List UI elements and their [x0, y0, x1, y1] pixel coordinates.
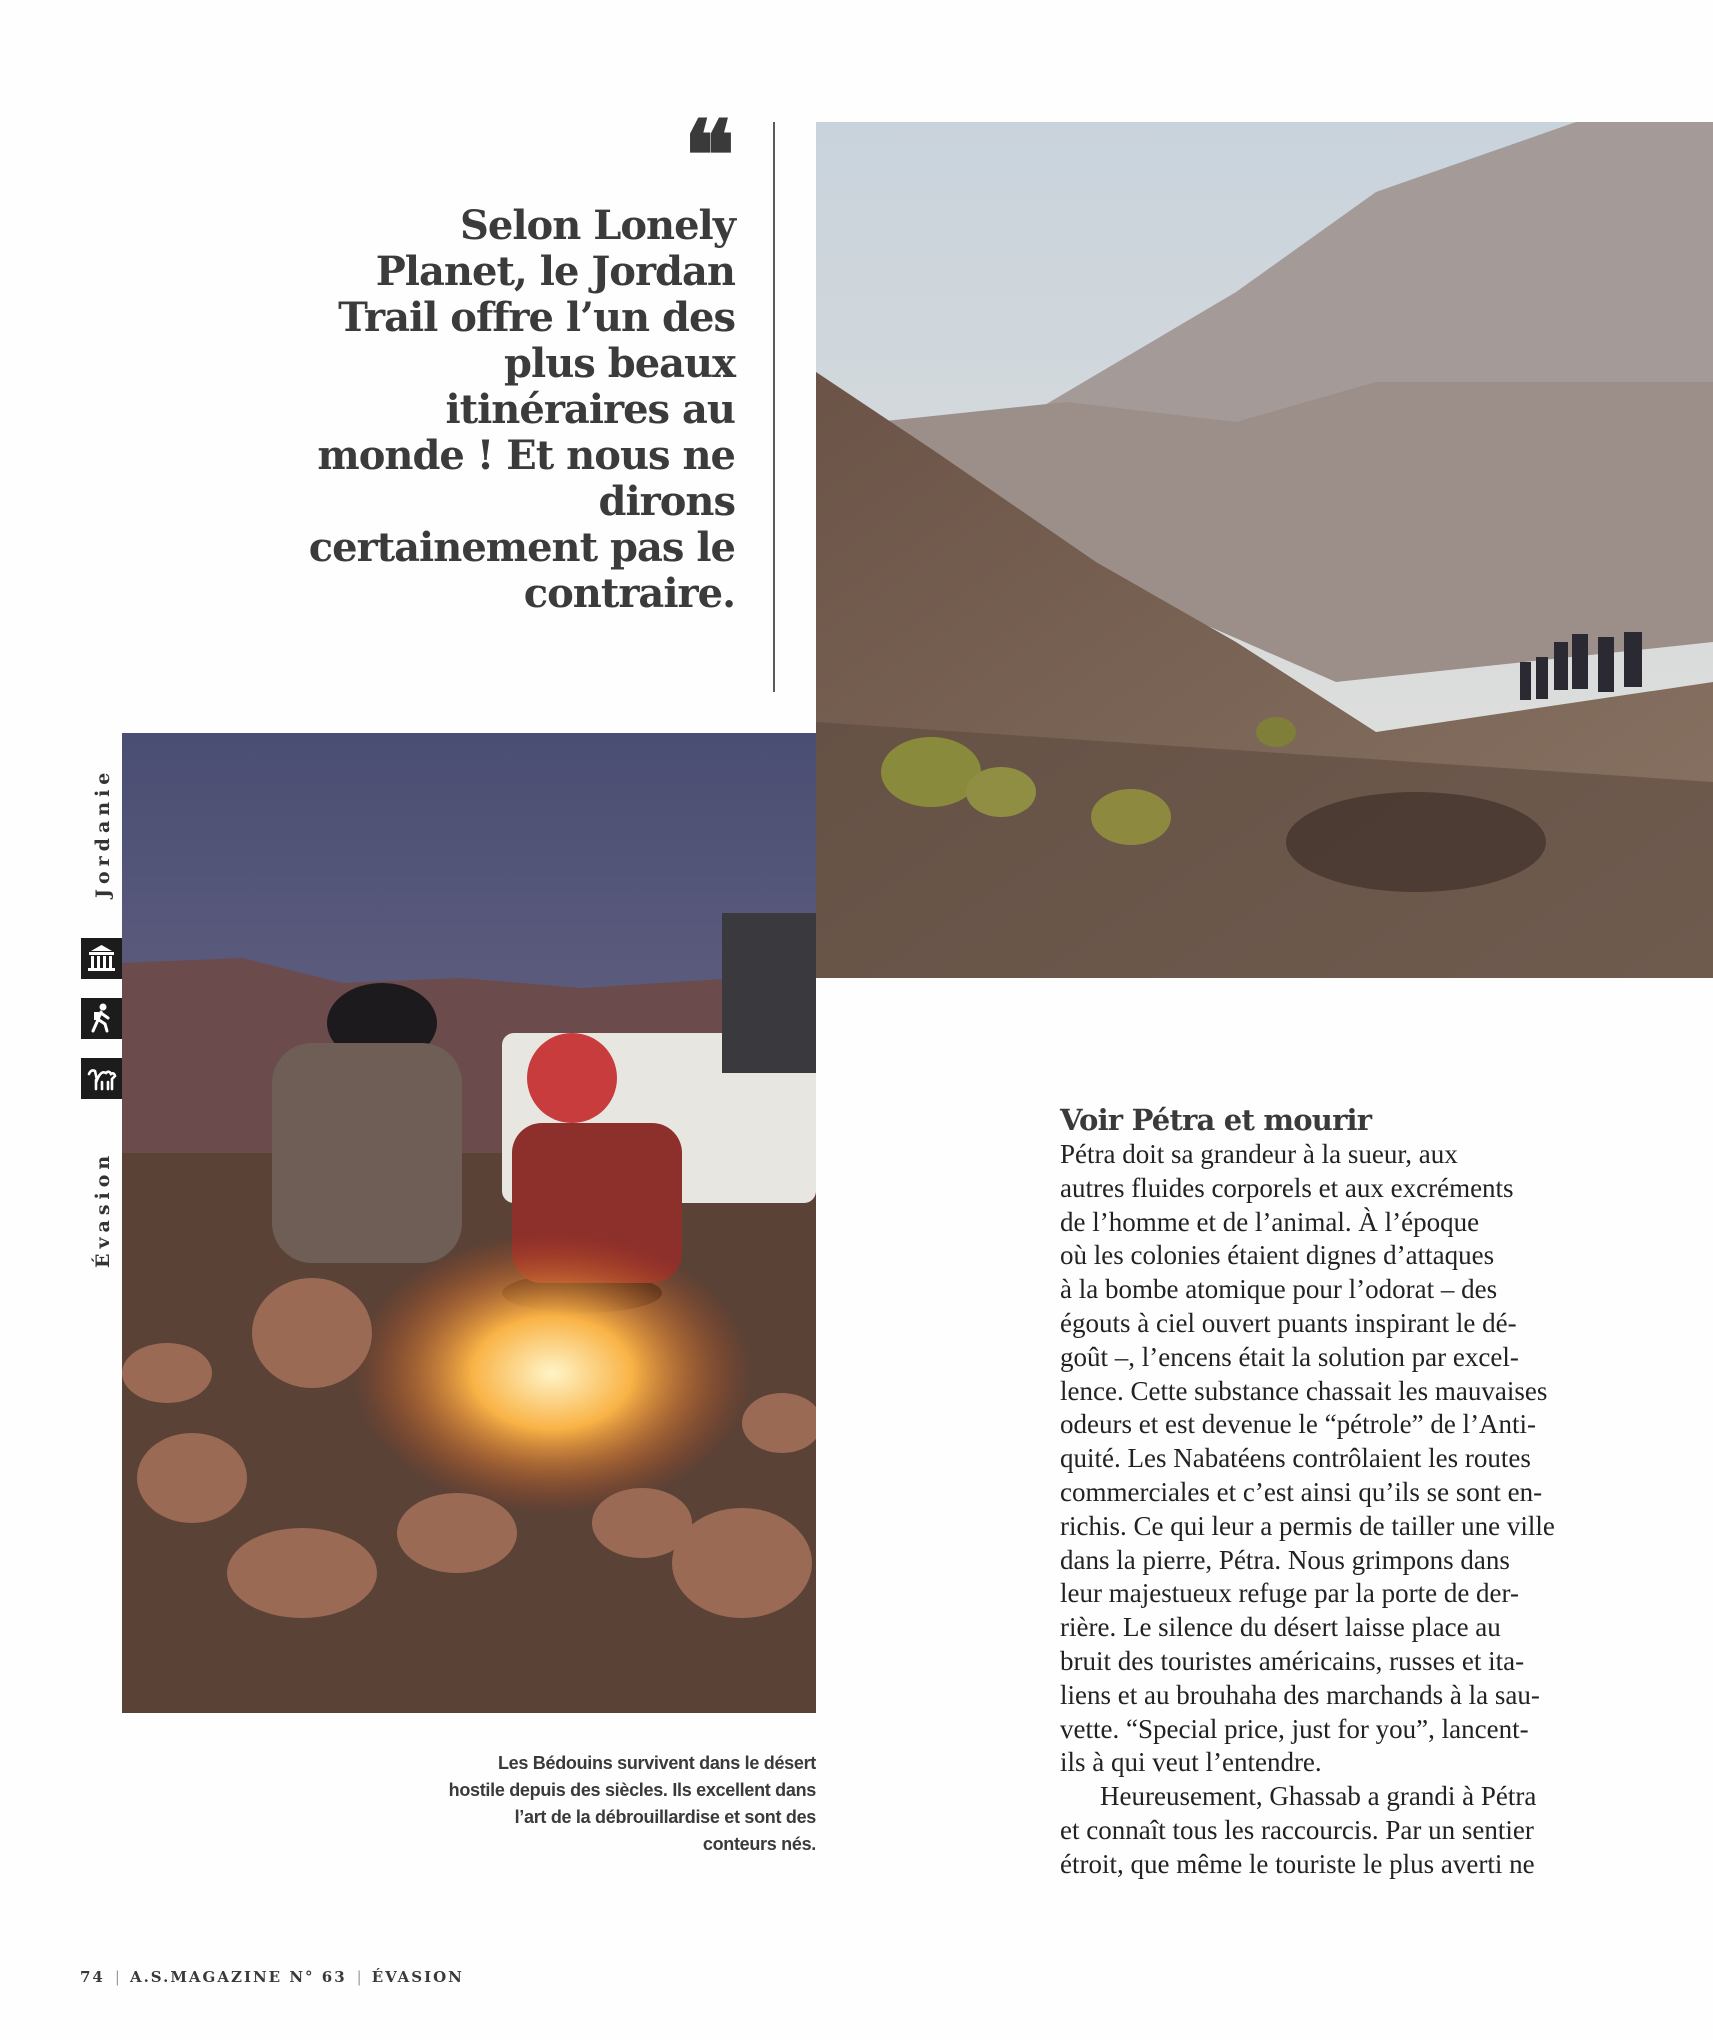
article-line: ils à qui veut l’entendre.	[1060, 1747, 1322, 1778]
article-line: de l’homme et de l’animal. À l’époque	[1060, 1206, 1480, 1237]
article-line: odeurs et est devenue le “pétrole” de l’Anti-	[1060, 1409, 1537, 1440]
article-heading: Voir Pétra et mourir	[1060, 1103, 1372, 1137]
article-line: étroit, que même le touriste le plus averti ne	[1060, 1848, 1535, 1879]
article-line: goût –, l’encens était la solution par excel-	[1060, 1341, 1519, 1372]
article-line: bruit des touristes américains, russes et ita-	[1060, 1645, 1525, 1676]
article-line: à la bombe atomique pour l’odorat – des	[1060, 1274, 1498, 1305]
page-number: 74	[80, 1968, 105, 1986]
bedouins-campfire-photo	[122, 733, 816, 1713]
quote-divider	[773, 122, 775, 692]
photo-caption: Les Bédouins survivent dans le désert hostile depuis des siècles. Ils excellent dans l’art de la débrouillardise et sont des conteurs nés.	[448, 1753, 816, 1854]
page-footer: 74 | A.S.MAGAZINE N° 63 | ÉVASION	[80, 1968, 464, 1986]
side-section-label: Évasion	[92, 1150, 114, 1268]
monument-icon	[81, 938, 122, 979]
camel-icon	[81, 1058, 122, 1099]
article-body	[1060, 1138, 1555, 1882]
article-line: leur majestueux refuge par la porte de der-	[1060, 1578, 1519, 1609]
article-line: commerciales et c’est ainsi qu’ils se sont en-	[1060, 1476, 1543, 1507]
article-line: richis. Ce qui leur a permis de tailler une ville	[1060, 1510, 1555, 1541]
magazine-issue: A.S.MAGAZINE N° 63	[129, 1968, 347, 1986]
article-line: Heureusement, Ghassab a grandi à Pétra	[1100, 1781, 1537, 1812]
article-line: Pétra doit sa grandeur à la sueur, aux	[1060, 1139, 1458, 1169]
article-line: et connaît tous les raccourcis. Par un sentier	[1060, 1814, 1534, 1845]
article-line: dans la pierre, Pétra. Nous grimpons dans	[1060, 1544, 1510, 1575]
section-name: ÉVASION	[371, 1968, 464, 1986]
article-line: égouts à ciel ouvert puants inspirant le dé-	[1060, 1307, 1517, 1338]
article-line: rière. Le silence du désert laisse place au	[1060, 1612, 1501, 1643]
pull-quote: Selon Lonely Planet, le Jordan Trail offre l’un des plus beaux itinéraires au monde ! Et nous ne dirons certainement pas le contraire.	[308, 202, 735, 617]
article-line: autres fluides corporels et aux excréments	[1060, 1172, 1514, 1203]
hikers-mountain-photo	[816, 122, 1713, 978]
article-line: quité. Les Nabatéens contrôlaient les routes	[1060, 1443, 1531, 1474]
article-line: liens et au brouhaha des marchands à la sau-	[1060, 1679, 1540, 1710]
article-line: où les colonies étaient dignes d’attaques	[1060, 1240, 1495, 1271]
hiker-icon	[81, 998, 122, 1039]
article-line: vette. “Special price, just for you”, lancent-	[1060, 1713, 1529, 1744]
side-section-label: Jordanie	[92, 767, 114, 898]
article-line: lence. Cette substance chassait les mauvaises	[1060, 1375, 1548, 1406]
quote-mark-icon: ❝	[683, 99, 735, 212]
